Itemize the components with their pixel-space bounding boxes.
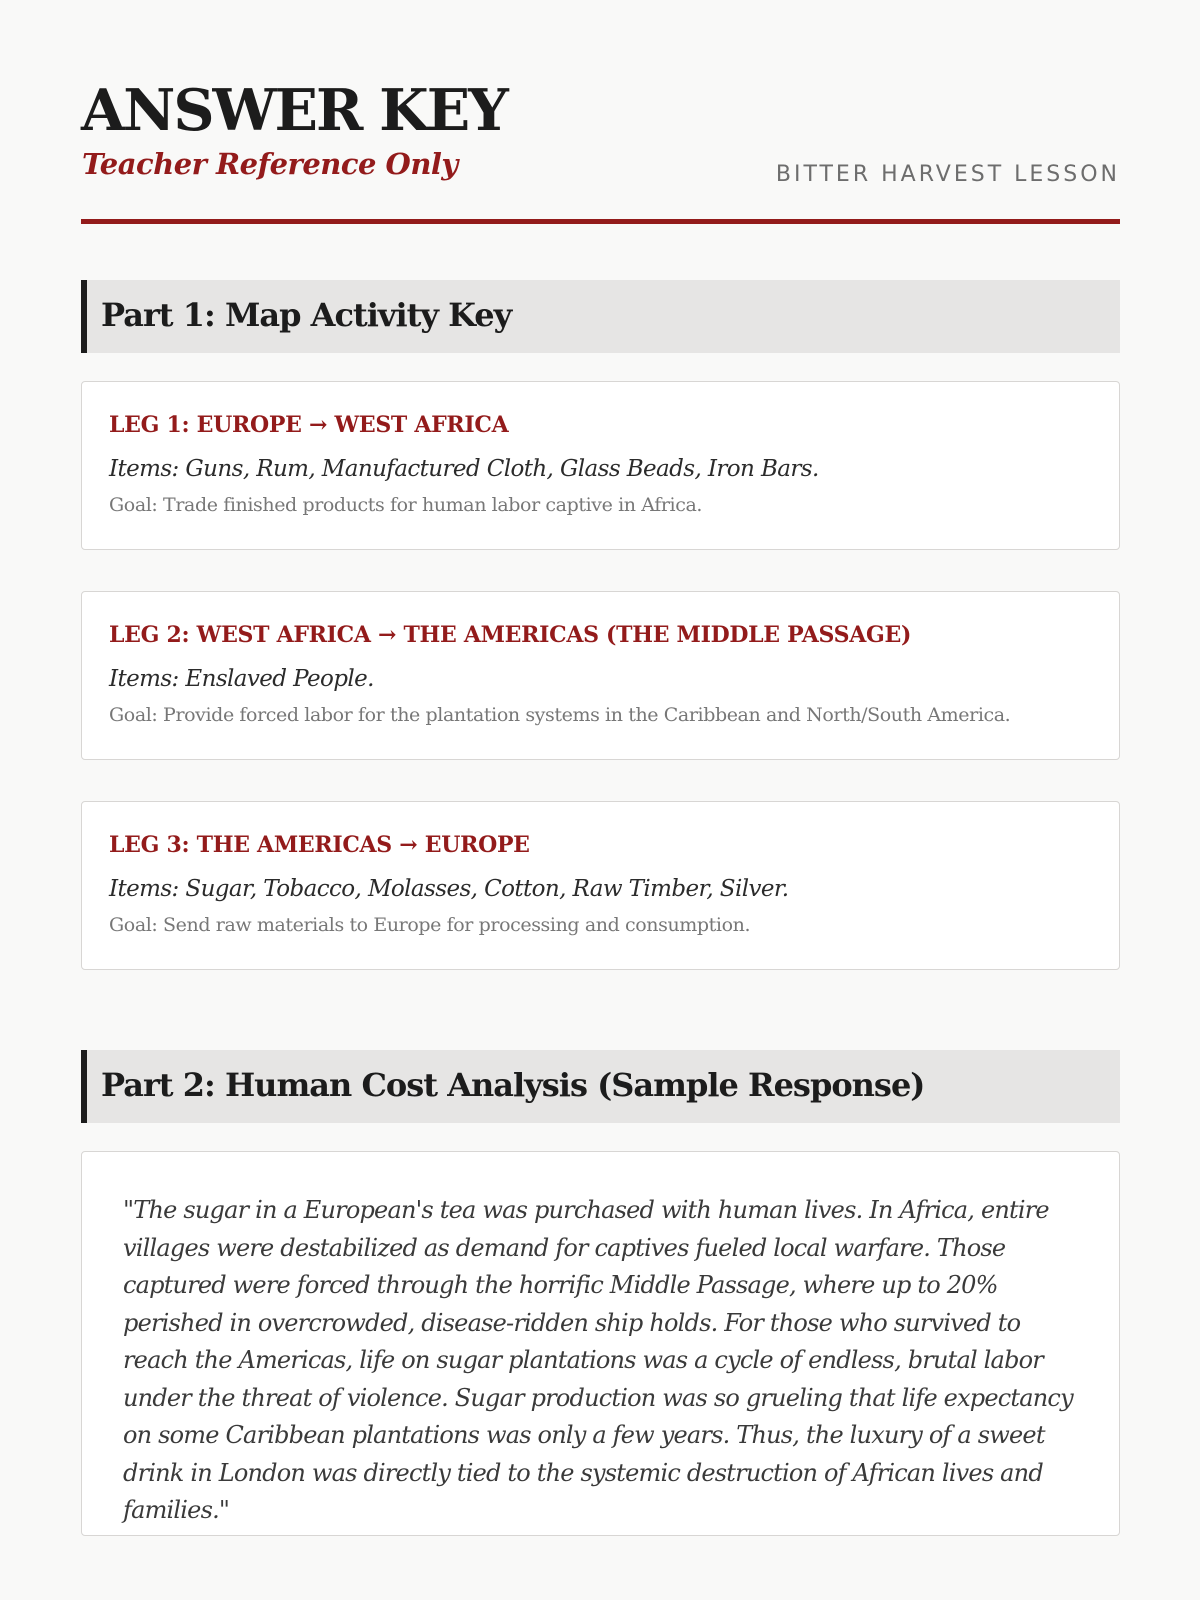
lesson-name: BITTER HARVEST LESSON xyxy=(775,162,1120,187)
leg-title: LEG 1: EUROPE → WEST AFRICA xyxy=(109,412,509,438)
leg-items: Items: Enslaved People. xyxy=(109,666,374,692)
leg-goal: Goal: Trade finished products for human labor captive in Africa. xyxy=(109,494,703,516)
leg-title: LEG 3: THE AMERICAS → EUROPE xyxy=(109,832,530,858)
leg-card-2 xyxy=(81,591,1120,760)
leg-items: Items: Guns, Rum, Manufactured Cloth, Glass Beads, Iron Bars. xyxy=(109,456,819,482)
section-heading-part1-label: Part 1: Map Activity Key xyxy=(101,296,512,334)
sample-response-card xyxy=(81,1151,1120,1536)
section-heading-part1 xyxy=(81,280,1120,353)
header xyxy=(81,0,1120,227)
section-heading-part2 xyxy=(81,1050,1120,1123)
answer-key-page xyxy=(81,0,1120,1524)
leg-goal: Goal: Provide forced labor for the plantation systems in the Caribbean and North/South America. xyxy=(109,704,1011,726)
header-divider xyxy=(81,219,1120,224)
leg-goal: Goal: Send raw materials to Europe for processing and consumption. xyxy=(109,914,751,936)
leg-card-3 xyxy=(81,801,1120,970)
page-title: ANSWER KEY xyxy=(81,77,507,144)
leg-title: LEG 2: WEST AFRICA → THE AMERICAS (THE MIDDLE PASSAGE) xyxy=(109,622,912,648)
leg-card-1 xyxy=(81,381,1120,550)
section-heading-part2-label: Part 2: Human Cost Analysis (Sample Response) xyxy=(101,1066,925,1104)
page-subtitle: Teacher Reference Only xyxy=(82,147,458,181)
sample-response-text: "The sugar in a European's tea was purchased with human lives. In Africa, entire villages were destabilized as demand for captives fueled local warfare. Those captured were forced through the horrific Middle Passage, where up to 20% perished in overcrowded, disease-ridden ship holds. For those who survived to reach the Americas, life on sugar plantations was a cycle of endless, brutal labor under the threat of violence. Sugar production was so grueling that life expectancy on some Caribbean plantations was only a few years. Thus, the luxury of a sweet drink in London was directly tied to the systemic destruction of African lives and families." xyxy=(123,1196,1073,1524)
leg-items: Items: Sugar, Tobacco, Molasses, Cotton, Raw Timber, Silver. xyxy=(109,876,789,902)
